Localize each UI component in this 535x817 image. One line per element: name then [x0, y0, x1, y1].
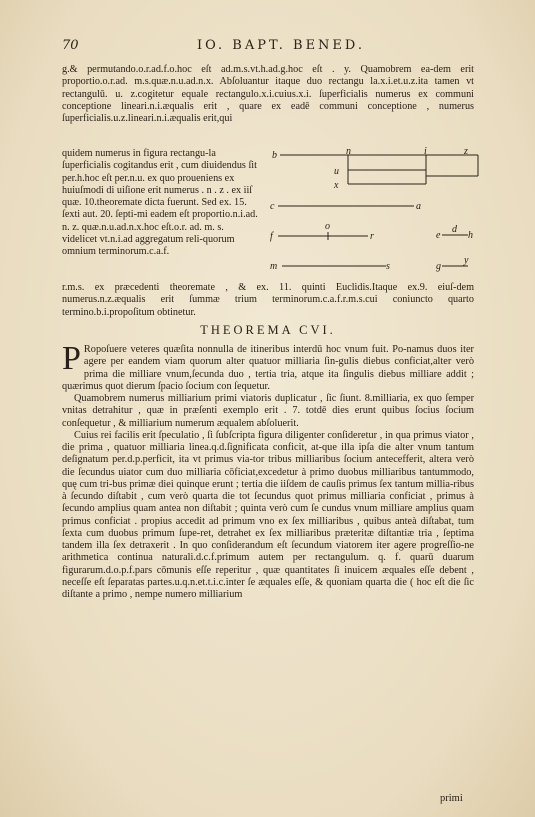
page-number: 70: [62, 38, 79, 53]
label-z: z: [464, 146, 468, 157]
label-s: s: [386, 261, 390, 272]
paragraph-beside-figure: quidem numerus in figura rectangu-la ſuperficialis cogitandus erit , cum diuidendus ſit per.h.hoc eſt per.n.u. ex quo proueniens ex huiuſmodi di uiſione erit numerus . n . z . ex iiſ quæ. 10.theoremate dicta fuerunt. Sed ex. 15. ſexti aut. 20. ſepti-mi eadem eſt proportio.n.i.ad. n. z. quæ.n.u.ad.n.x.hoc eſt.o.r. ad. m. s. videlicet vt.n.i.ad aggregatum reli-quorum omnium terminorum.c.a.f.: [62, 148, 258, 258]
label-e: e: [436, 230, 441, 241]
label-h: h: [468, 230, 473, 241]
label-m: m: [270, 261, 278, 272]
label-c: c: [270, 201, 275, 212]
theorem-paragraph-1: Ropoſuere veteres quæſita nonnulla de itineribus interdū hoc vnum fuit. Po-namus duos iter agere per eandem viam quorum alter quatuor milliaria ſin-gulis diebus conficiat,alter verò prima die milliare vnum,ſecunda duo , tertia tria, atque ita ſingulis diebus milliare addit ; quærimus quot dierum ſpacio ſocium con ſequetur.: [62, 344, 474, 392]
paragraph-top: g.& permutando.o.r.ad.f.o.hoc eſt ad.m.s.vt.h.ad.g.hoc eſt . y. Quamobrem ea-dem erit proportio.o.r.ad. m.s.quæ.n.u.ad.n.x. Abſoluantur itaque duo rectangu la.x.i.et.u.z.ita tamen vt rectangulū. u. z.cogitetur equale rectangulo.x.i.cuius.x.i. ſuperficialis numerus ex communi conceptione lineari.n.i.æqualis erit , quare ex eadē communi conceptione , numerus ſuperficialis.u.z.lineari.n.i.æqualis erit,qui: [62, 64, 474, 125]
label-n: n: [346, 146, 351, 157]
paragraph-continued: r.m.s. ex præcedenti theoremate , & ex. 11. quinti Euclidis.Itaque ex.9. eiuſ-dem numerus.n.z.æqualis erit ſummæ trium terminorum.c.a.f.r.m.s.cui coniuncto quarto termino.b.i.propoſitum obtinetur.: [62, 282, 474, 318]
theorem-title: THEOREMA CVI.: [200, 323, 336, 337]
drop-cap: P: [62, 340, 81, 377]
running-title: IO. BAPT. BENED.: [197, 38, 366, 53]
label-f: f: [270, 231, 273, 242]
page-header: [62, 38, 472, 56]
theorem-paragraph-3: Cuius rei facilis erit ſpeculatio , ſi ſubſcripta figura diligenter conſideretur , in qua primus viator , die prima , quatuor milliaria linea.q.d.ſignificata conficit, at-que illa ipſa die alter vnum tantum deſignatum per.d.p.perficit, ita vt primus via-tor tribus milliaribus ſocium antecefferit, altera verò die ſecundus uiator cum duo milliaria cōficiat,excedetur à primo duobus milliaribus tantummodo, quę cum tri-bus primæ diei quinque erunt ; tertia die iiſdem de cauſis primus ſex tantum millia-ribus à ſecundo diſtabit , cum verò quarta die tot ſecundus quot primus milliaria conficiat , primus à ſecundo amplius quam antea non diſtabit ; quinta verò cum ſe cundus vnum milliare amplius quam primus conficiat . propius accedit ad primum vno ex ſex milliaribus , quibus anteà diſtabat, tum ſexta cum duobus primum ſupe-ret, detrahet ex ſex milliaribus præteritæ diſtantiæ tria , ſeptima tandem illa ſex detraxerit . In quo conſiderandum eſt ſecundum viatorem iter agere progreſſio-ne arithmetica continua naturali.d.c.f.primum autem per rectangulum. q. f. quarū duarum figurarum.d.o.p.f.pars cōmunis eſſe reperitur , quæ quantitates ſi inuicem æquales eſſe debent , neceſſe eſt ſeparatas partes.u.q.n.et.t.i.c.inter ſe æquales eſſe, & quoniam quarta die ( hoc eſt die ſic diſtante a primo , nempe numero milliarium: [62, 429, 474, 600]
label-x: x: [334, 180, 339, 191]
label-i: i: [424, 146, 427, 157]
label-a: a: [416, 201, 421, 212]
catchword: primi: [440, 793, 463, 804]
label-u: u: [334, 166, 339, 177]
theorem-body: [62, 340, 474, 601]
label-o: o: [325, 221, 330, 232]
label-y: y: [464, 255, 469, 266]
label-g: g: [436, 261, 441, 272]
label-d: d: [452, 224, 457, 235]
label-b: b: [272, 150, 277, 161]
label-r: r: [370, 231, 374, 242]
theorem-paragraph-2: Quamobrem numerus milliarium primi viatoris duplicatur , ſic ſiunt. 8.milliaria, ex quo ſemper vnitas detrahitur , quæ in præſenti exemplo erit . 7. totdē dies erunt quibus ſocius ſocium conſequetur , & milliarium numerum æqualem abſoluerit.: [62, 393, 474, 429]
geometric-figure: [268, 146, 482, 286]
